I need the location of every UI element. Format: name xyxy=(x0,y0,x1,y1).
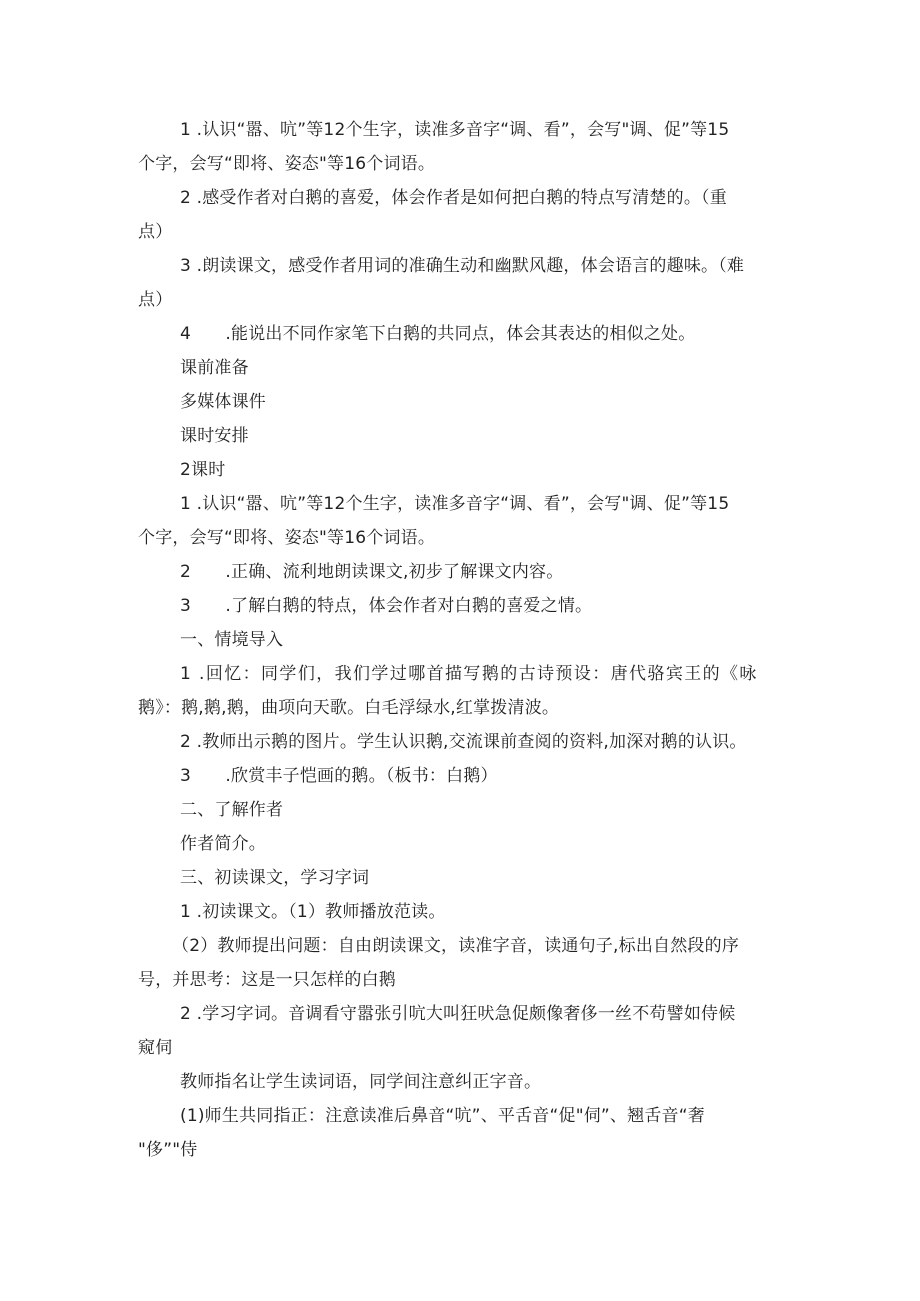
section-1-step-3: 3 .欣赏丰子恺画的鹅。（板书：白鹅） xyxy=(180,766,498,786)
objective-1-line-2: 个字，会写“即将、姿态"等16个词语。 xyxy=(138,154,436,174)
section-1-heading: 一、情境导入 xyxy=(180,630,284,650)
section-3-step-1-question-line-1: （2）教师提出问题：自由朗读课文，读准字音，读通句子,标出自然段的序 xyxy=(172,936,740,956)
section-3-step-2-line-1: 2 .学习字词。音调看守嚣张引吭大叫狂吠急促颇像奢侈一丝不苟譬如侍候 xyxy=(180,1004,736,1024)
lesson-goal-1-line-2: 个字，会写“即将、姿态"等16个词语。 xyxy=(138,528,436,548)
heading-schedule: 课时安排 xyxy=(180,426,249,446)
heading-preparation: 课前准备 xyxy=(180,358,249,378)
section-3-heading: 三、初读课文，学习字词 xyxy=(180,868,370,888)
objective-1-line-1: 1 .认识“嚣、吭”等12个生字，读准多音字“调、看”，会写"调、促”等15 xyxy=(180,120,730,140)
section-2-text: 作者简介。 xyxy=(180,834,266,854)
lesson-goal-2: 2 .正确、流利地朗读课文,初步了解课文内容。 xyxy=(180,562,564,582)
lesson-goal-1-line-1: 1 .认识“嚣、吭”等12个生字，读准多音字“调、看”，会写"调、促”等15 xyxy=(180,494,730,514)
preparation-text: 多媒体课件 xyxy=(180,392,266,412)
schedule-text: 2课时 xyxy=(180,460,226,480)
section-2-heading: 二、了解作者 xyxy=(180,800,284,820)
objective-3-line-1: 3 .朗读课文，感受作者用词的准确生动和幽默风趣，体会语言的趣味。（难 xyxy=(180,256,745,276)
section-3-step-2-line-2: 窥伺 xyxy=(138,1038,173,1058)
section-3-step-1: 1 .初读课文。（1）教师播放范读。 xyxy=(180,902,446,922)
section-3-instruction: 教师指名让学生读词语，同学间注意纠正字音。 xyxy=(180,1072,542,1092)
lesson-goal-3: 3 .了解白鹅的特点，体会作者对白鹅的喜爱之情。 xyxy=(180,596,593,616)
objective-2-line-1: 2 .感受作者对白鹅的喜爱，体会作者是如何把白鹅的特点写清楚的。（重 xyxy=(180,188,727,208)
section-3-step-1-question-line-2: 号，并思考：这是一只怎样的白鹅 xyxy=(138,970,396,990)
objective-4-line: 4 .能说出不同作家笔下白鹅的共同点，体会其表达的相似之处。 xyxy=(180,324,696,344)
section-1-step-1-line-1: 1 .回忆：同学们，我们学过哪首描写鹅的古诗预设：唐代骆宾王的《咏 xyxy=(180,664,758,684)
objective-2-line-2: 点） xyxy=(138,222,173,242)
section-3-correction-line-1: (1)师生共同指正：注意读准后鼻音“吭”、平舌音“促"伺”、翘舌音“奢 xyxy=(180,1106,705,1126)
section-1-step-1-line-2: 鹅》：鹅,鹅,鹅，曲项向天歌。白毛浮绿水,红掌拨清波。 xyxy=(138,698,560,718)
section-3-correction-line-2: "侈”"侍 xyxy=(138,1140,198,1160)
objective-3-line-2: 点） xyxy=(138,290,173,310)
section-1-step-2: 2 .教师出示鹅的图片。学生认识鹅,交流课前查阅的资料,加深对鹅的认识。 xyxy=(180,732,747,752)
